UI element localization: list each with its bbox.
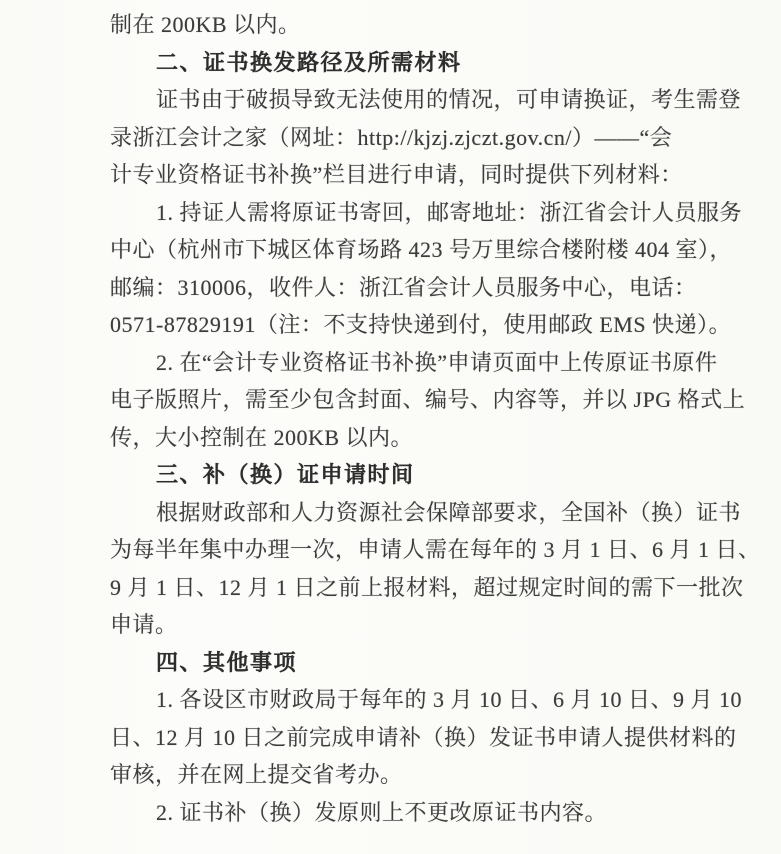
- document-line: 审核，并在网上提交省考办。: [110, 762, 403, 787]
- document-line: 1. 各设区市财政局于每年的 3 月 10 日、6 月 10 日、9 月 10: [156, 687, 743, 712]
- document-line: 传，大小控制在 200KB 以内。: [110, 424, 414, 450]
- document-line: 申请。: [110, 612, 178, 637]
- section-heading: 四、其他事项: [156, 649, 298, 675]
- document-line: 证书由于破损导致无法使用的情况，可申请换证，考生需登: [156, 87, 742, 112]
- document-line: 2. 证书补（换）发原则上不更改原证书内容。: [156, 799, 608, 825]
- section-heading: 二、证书换发路径及所需材料: [156, 49, 462, 75]
- document-line: 2. 在“会计专业资格证书补换”申请页面中上传原证书原件: [156, 349, 718, 375]
- document-line: 为每半年集中办理一次，申请人需在每年的 3 月 1 日、6 月 1 日、: [110, 537, 761, 562]
- document-line: 1. 持证人需将原证书寄回，邮寄地址：浙江省会计人员服务: [156, 199, 743, 225]
- section-heading: 三、补（换）证申请时间: [156, 462, 415, 487]
- document-line: 日、12 月 10 日之前完成申请补（换）发证书申请人提供材料的: [110, 724, 737, 750]
- document-line: 根据财政部和人力资源社会保障部要求，全国补（换）证书: [156, 499, 742, 525]
- document-line: 0571-87829191（注：不支持快递到付，使用邮政 EMS 快递）。: [110, 312, 732, 337]
- document-line: 9 月 1 日、12 月 1 日之前上报材料，超过规定时间的需下一批次: [110, 574, 744, 600]
- document-line: 制在 200KB 以内。: [110, 12, 301, 37]
- document-line: 计专业资格证书补换”栏目进行申请，同时提供下列材料：: [110, 162, 683, 187]
- document-line: 中心（杭州市下城区体育场路 423 号万里综合楼附楼 404 室），: [110, 237, 733, 262]
- document-line: 邮编：310006，收件人：浙江省会计人员服务中心，电话：: [110, 274, 697, 300]
- document-line: 电子版照片，需至少包含封面、编号、内容等，并以 JPG 格式上: [110, 387, 746, 412]
- document-body: [110, 6, 761, 831]
- document-line: 录浙江会计之家（网址：http://kjzj.zjczt.gov.cn/）——“会: [110, 124, 673, 150]
